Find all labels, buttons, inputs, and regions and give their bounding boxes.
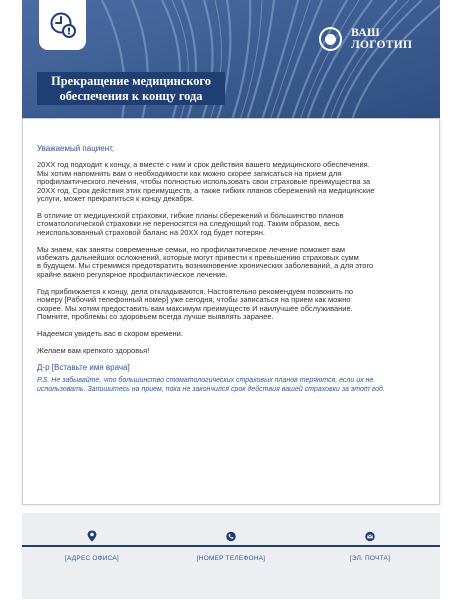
email-label: [ЭЛ. ПОЧТА] (349, 555, 391, 562)
phone-icon (226, 531, 236, 542)
footer-divider (22, 545, 440, 547)
paragraph-line: В отличие от медицинской страховки, гибкие планы сбережений и большинство планов (37, 210, 344, 220)
paragraph-line: Мы знаем, как заняты современные семьи, но профилактическое лечение поможет вам (37, 244, 346, 254)
footer-email (300, 530, 440, 562)
logo-text: ВАШ ЛОГОТИП (351, 27, 413, 51)
postscript (37, 377, 426, 394)
postscript-line: P.S. Не забывайте, что большинство стоматологических страховых планов теряются, если их не (37, 377, 374, 385)
paragraph-5: Надеемся увидеть вас в скором времени. (37, 328, 183, 338)
paragraph-line: в будущем. Мы стремимся предотвратить возникновение хронических заболеваний, а для этого (37, 261, 374, 271)
paragraph-line: скорее. Мы хотим предоставить вам максимум преимуществ И наилучшее обслуживание. (37, 303, 353, 313)
paragraph-line: крайне важно регулярное профилактическое лечение. (37, 269, 228, 279)
phone-label: [НОМЕР ТЕЛЕФОНА] (196, 555, 266, 562)
logo-circle-icon (319, 27, 342, 51)
salutation: Уважаемый пациент, (37, 144, 115, 153)
paragraph-line: Помните, проблемы со здоровьем всегда лучше выявлять заранее. (37, 312, 274, 321)
title-line-1: Прекращение медицинского (51, 74, 211, 88)
company-logo (319, 27, 440, 51)
clock-badge (39, 0, 86, 50)
paragraph-line: профилактического лечения, чтобы полностью использовать свои страховые преимущества за (37, 177, 371, 187)
postscript-line: использовать. Запишитесь на прием, пока не закончился срок действия вашей страховки за этот год. (37, 385, 385, 393)
footer-address (22, 530, 162, 562)
paragraph-1 (37, 161, 426, 203)
paragraph-line: услуги, может прекратиться к концу декабря. (37, 194, 194, 204)
paragraph-line: 20XX год подходит к концу, а вместе с ним и срок действия вашего медицинского обеспечения. (37, 160, 370, 170)
footer-phone (161, 530, 301, 562)
address-label: [АДРЕС ОФИСА] (65, 555, 119, 562)
paragraph-line: стоматологической страховки не переносятся на следующий год. Таким образом, весь (37, 219, 340, 229)
paragraph-line: неиспользованный страховой баланс на 20XX год будет потерян. (37, 227, 265, 237)
paragraph-4 (37, 288, 426, 322)
clock-alert-icon (49, 11, 77, 39)
paragraph-line: Мы хотим напомнить вам о необходимости как можно скорее записаться на прием для (37, 168, 342, 178)
paragraph-line: избежать дальнейших осложнений, которые могут привести к превышению страховых сумм (37, 253, 359, 263)
paragraph-line: номеру [Рабочий телефонный номер] уже сегодня, чтобы записаться на прием как можно (37, 295, 351, 305)
mail-icon (365, 531, 375, 542)
map-pin-icon (87, 530, 97, 542)
letter-body (37, 145, 426, 394)
paragraph-line: 20XX год. Срок действия этих преимуществ, а также гибких планов сбережений на медицинские (37, 185, 375, 195)
paragraph-6: Желаем вам крепкого здоровья! (37, 345, 150, 355)
title-line-2: обеспечения к концу года (59, 89, 203, 103)
doctor-signature: Д-р [Вставьте имя врача] (37, 362, 130, 372)
paragraph-3 (37, 246, 426, 280)
page-title (37, 72, 225, 105)
paragraph-line: Год приближается к концу, дела откладываются. Настоятельно рекомендуем позвонить по (37, 286, 354, 296)
paragraph-2 (37, 212, 426, 237)
